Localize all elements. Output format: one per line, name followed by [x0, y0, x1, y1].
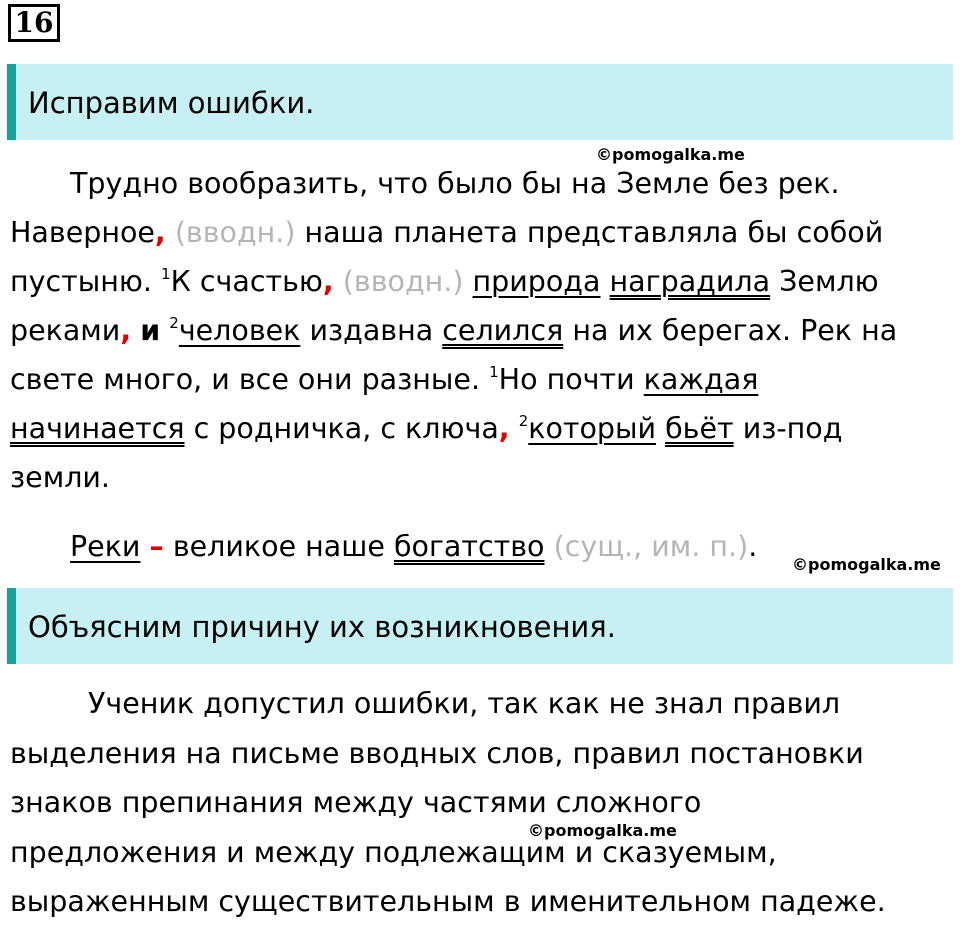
section-title-explanation: Объясним причину их возникновения.: [28, 610, 616, 644]
predicate-word: бьёт: [665, 412, 734, 445]
text-fragment: знаков препинания между частями сложного: [10, 786, 702, 819]
text-fragment: Землю: [779, 265, 879, 298]
subject-word: природа: [472, 265, 601, 298]
text-fragment: Но почти: [498, 363, 635, 396]
explanation-line-5: [10, 884, 886, 920]
text-fragment: .: [748, 530, 758, 563]
text-fragment: выраженным существительным в именительном падеже.: [10, 885, 886, 918]
section-banner-explanation: [7, 588, 953, 664]
inserted-comma: ,: [322, 265, 334, 298]
predicate-word: богатство: [393, 530, 545, 563]
task-number: 16: [8, 4, 60, 42]
text-fragment: свете много, и все они разные.: [10, 363, 481, 396]
text-fragment: К счастью: [170, 265, 323, 298]
text-fragment: с родничка, с ключа: [193, 412, 499, 445]
subject-word: каждая: [643, 363, 759, 396]
text-fragment: великое наше: [172, 530, 385, 563]
text-fragment: Наверное: [10, 216, 155, 249]
text-fragment: реками: [10, 314, 121, 347]
text-line-8: [10, 529, 757, 565]
subject-word: Реки: [70, 530, 141, 563]
text-line-3: [10, 264, 879, 300]
text-fragment: Трудно вообразить, что было бы на Земле без рек.: [70, 167, 840, 200]
watermark: ©pomogalka.me: [792, 555, 941, 574]
text-line-7: [10, 460, 110, 496]
section-banner-corrections: [7, 64, 953, 140]
watermark: ©pomogalka.me: [596, 145, 745, 164]
explanation-line-2: [10, 736, 864, 772]
predicate-word: начинается: [10, 412, 185, 445]
explanation-line-4: [10, 835, 777, 871]
subject-word: который: [528, 412, 657, 445]
text-fragment: на их берегах. Рек на: [572, 314, 898, 347]
text-line-5: [10, 362, 758, 398]
watermark: ©pomogalka.me: [528, 821, 677, 840]
predicate-word: наградила: [609, 265, 771, 298]
inserted-comma: ,: [498, 412, 510, 445]
text-line-6: [10, 411, 842, 447]
text-fragment: издавна: [309, 314, 434, 347]
clause-number: 1: [161, 265, 171, 283]
clause-number: 1: [489, 363, 499, 381]
inserted-comma: ,: [154, 216, 166, 249]
text-line-1: [10, 166, 840, 202]
text-line-2: [10, 215, 883, 251]
text-fragment: пустыню.: [10, 265, 152, 298]
inserted-comma: ,: [120, 314, 132, 347]
clause-number: 2: [518, 412, 529, 430]
text-line-4: [10, 313, 897, 349]
introductory-word-note: (вводн.): [342, 265, 464, 298]
inserted-dash: –: [149, 530, 164, 563]
text-fragment: предложения и между подлежащим и сказуемым,: [10, 836, 777, 869]
clause-number: 2: [169, 314, 179, 332]
text-fragment: земли.: [10, 461, 110, 494]
text-fragment: наша планета представляла бы собой: [304, 216, 884, 249]
part-of-speech-note: (сущ., им. п.): [553, 530, 749, 563]
explanation-line-3: [10, 785, 701, 821]
predicate-word: селился: [442, 314, 564, 347]
text-fragment: выделения на письме вводных слов, правил постановки: [10, 737, 864, 770]
text-fragment: из-под: [742, 412, 843, 445]
conjunction: и: [140, 314, 161, 347]
explanation-line-1: [10, 686, 840, 722]
section-title-corrections: Исправим ошибки.: [28, 86, 315, 120]
text-fragment: Ученик допустил ошибки, так как не знал правил: [88, 687, 841, 720]
subject-word: человек: [178, 314, 301, 347]
introductory-word-note: (вводн.): [174, 216, 296, 249]
